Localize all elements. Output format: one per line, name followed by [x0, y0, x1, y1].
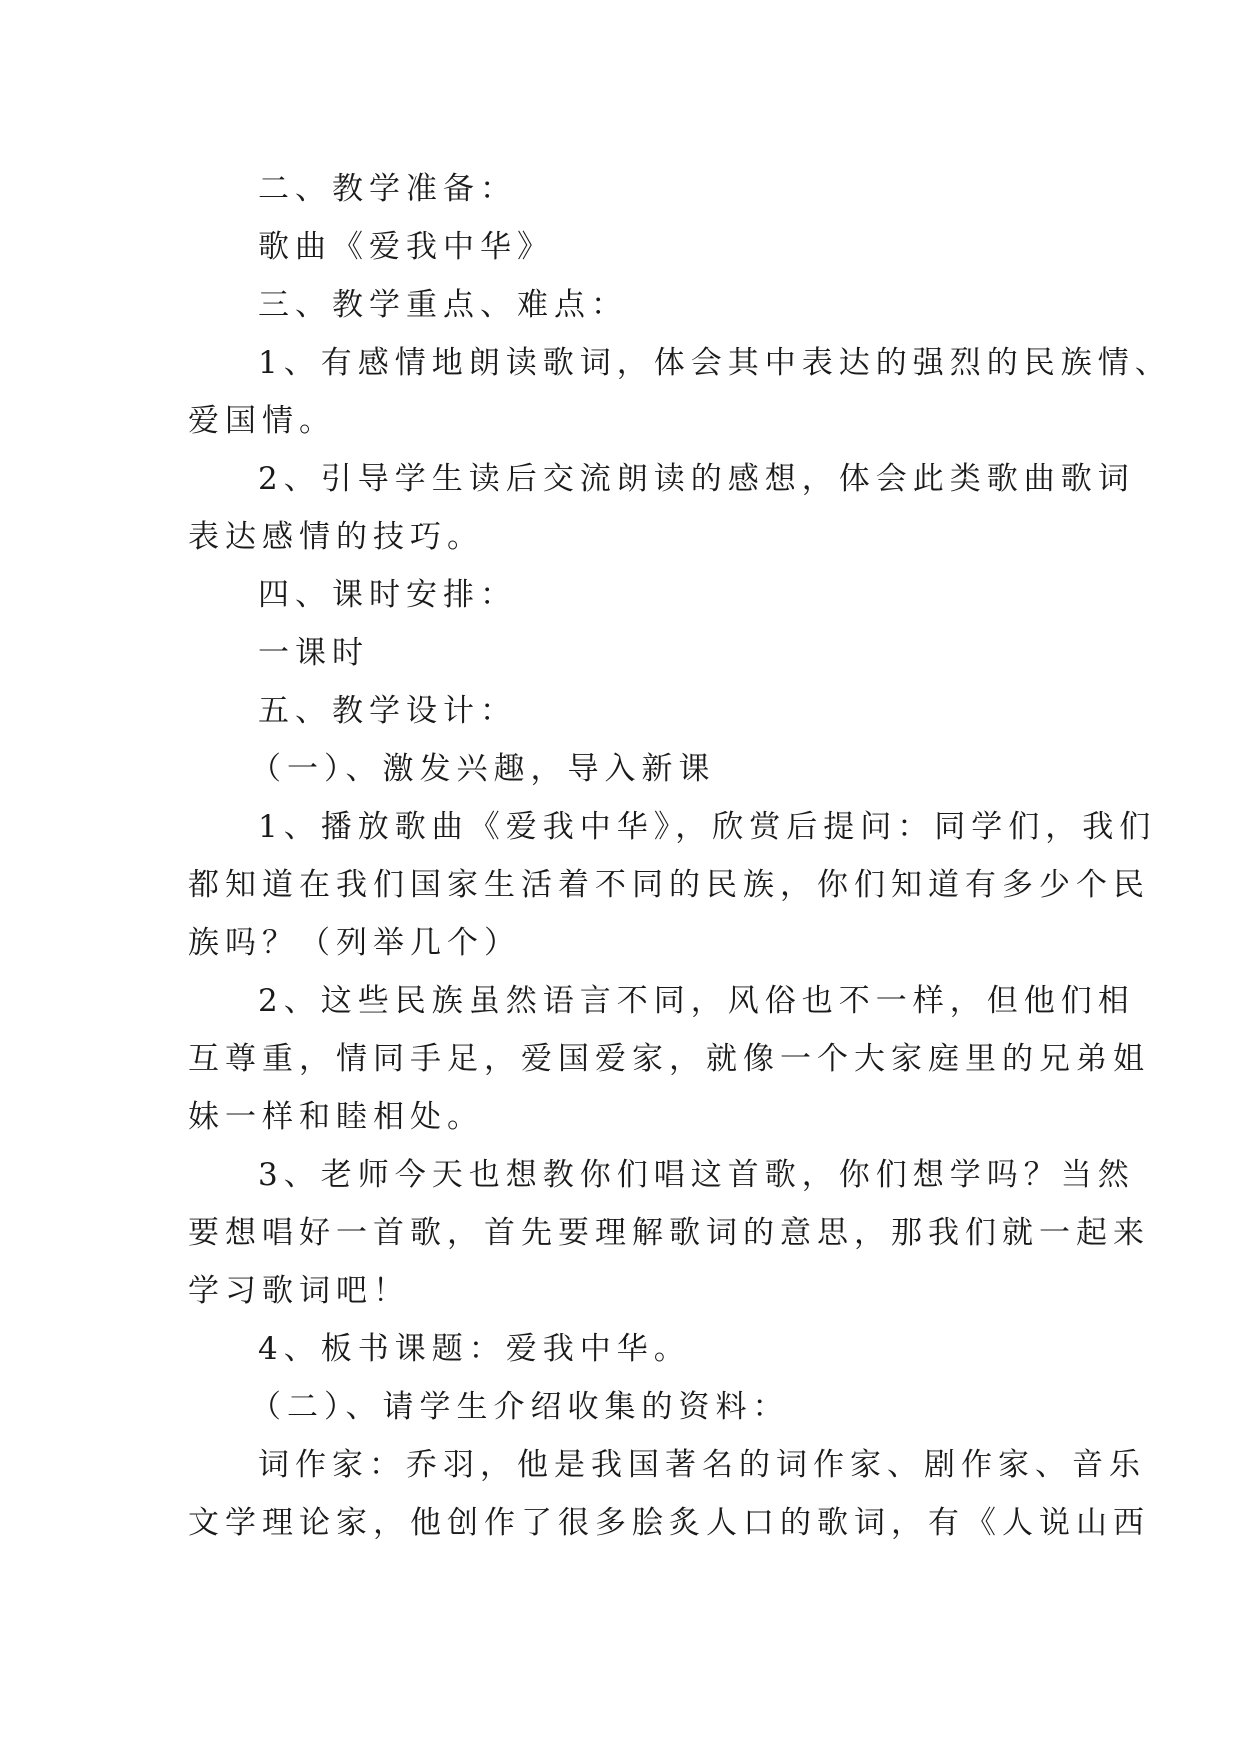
paragraph-line: 2、这些民族虽然语言不同，风俗也不一样，但他们相 — [258, 983, 1135, 1019]
section-heading-preparation: 二、教学准备： — [258, 171, 517, 207]
paragraph-line: 3、老师今天也想教你们唱这首歌，你们想学吗？当然 — [258, 1157, 1135, 1193]
paragraph-line: 4、板书课题：爱我中华。 — [258, 1331, 691, 1367]
paragraph-line: 词作家：乔羽，他是我国著名的词作家、剧作家、音乐 — [258, 1447, 1146, 1483]
paragraph-line: 学习歌词吧！ — [188, 1273, 410, 1309]
subsection-heading: （二）、请学生介绍收集的资料： — [250, 1389, 790, 1425]
paragraph-line: 互尊重，情同手足，爱国爱家，就像一个大家庭里的兄弟姐 — [188, 1041, 1150, 1077]
paragraph-line: 2、引导学生读后交流朗读的感想，体会此类歌曲歌词 — [258, 461, 1135, 497]
paragraph-line: 表达感情的技巧。 — [188, 519, 484, 555]
paragraph-line: 要想唱好一首歌，首先要理解歌词的意思，那我们就一起来 — [188, 1215, 1150, 1251]
paragraph-line: 一课时 — [258, 635, 369, 671]
paragraph-line: 文学理论家，他创作了很多脍炙人口的歌词，有《人说山西 — [188, 1505, 1150, 1541]
subsection-heading: （一）、激发兴趣，导入新课 — [250, 751, 716, 787]
paragraph-line: 爱国情。 — [188, 403, 336, 439]
document-body — [188, 160, 1172, 1552]
paragraph-line: 族吗？（列举几个） — [188, 925, 521, 961]
paragraph-line: 妹一样和睦相处。 — [188, 1099, 484, 1135]
paragraph-line: 歌曲《爱我中华》 — [258, 229, 554, 265]
paragraph-line: 1、播放歌曲《爱我中华》，欣赏后提问：同学们，我们 — [258, 809, 1157, 845]
paragraph-line: 都知道在我们国家生活着不同的民族，你们知道有多少个民 — [188, 867, 1150, 903]
section-heading-schedule: 四、课时安排： — [258, 577, 517, 613]
section-heading-key-points: 三、教学重点、难点： — [258, 287, 628, 323]
section-heading-design: 五、教学设计： — [258, 693, 517, 729]
paragraph-line: 1、有感情地朗读歌词，体会其中表达的强烈的民族情、 — [258, 345, 1172, 381]
